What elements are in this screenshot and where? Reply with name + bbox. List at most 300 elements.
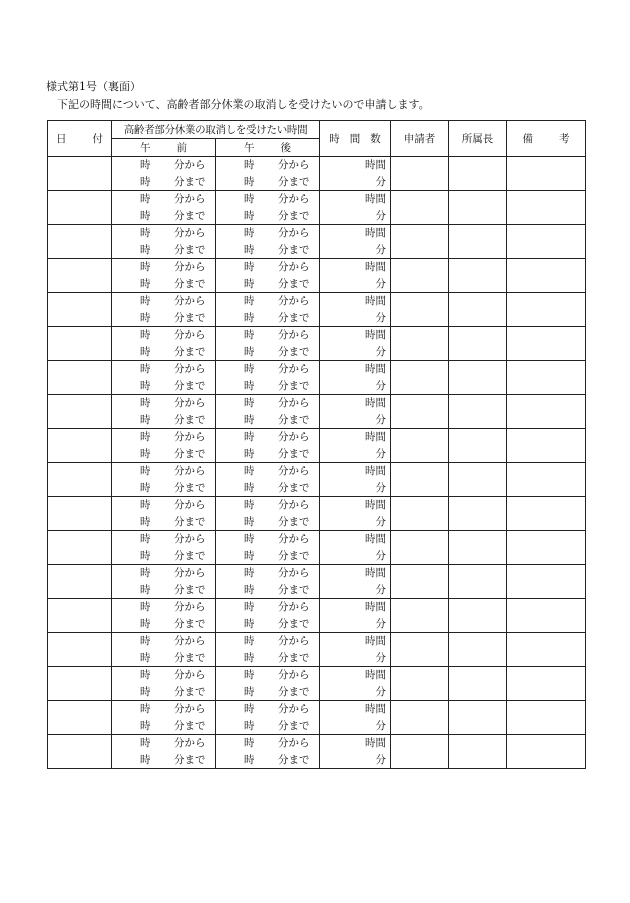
pm-to-line	[216, 242, 319, 258]
table-row	[48, 633, 586, 667]
duration-hours-label: 時間	[365, 193, 387, 205]
pm-header-1: 午	[244, 142, 255, 154]
hour-label: 時	[140, 499, 151, 511]
am-from-line	[112, 395, 215, 411]
date-cell[interactable]	[48, 327, 112, 361]
remarks-cell[interactable]	[507, 225, 586, 259]
minutes-to-label: 分まで	[278, 652, 310, 664]
minutes-to-label: 分まで	[174, 754, 206, 766]
table-row	[48, 395, 586, 429]
duration-minutes-label: 分	[375, 176, 387, 188]
duration-cell[interactable]	[320, 225, 391, 259]
pm-time-cell[interactable]	[216, 361, 320, 395]
remarks-cell[interactable]	[507, 565, 586, 599]
table-row	[48, 191, 586, 225]
pm-time-cell[interactable]	[216, 293, 320, 327]
minutes-from-label: 分から	[174, 635, 206, 647]
hour-label: 時	[140, 737, 151, 749]
remarks-cell[interactable]	[507, 157, 586, 191]
duration-cell[interactable]	[320, 327, 391, 361]
applicant-seal-cell[interactable]	[391, 531, 449, 565]
table-row	[48, 293, 586, 327]
am-from-line	[112, 667, 215, 683]
hour-label: 時	[140, 380, 151, 392]
pm-from-line	[216, 225, 319, 241]
minutes-to-label: 分まで	[278, 516, 310, 528]
minutes-from-label: 分から	[174, 567, 206, 579]
applicant-seal-cell[interactable]	[391, 463, 449, 497]
am-time-cell[interactable]	[112, 361, 216, 395]
pm-time-cell[interactable]	[216, 191, 320, 225]
remarks-header	[507, 121, 586, 157]
am-from-line	[112, 157, 215, 173]
minutes-to-label: 分まで	[174, 244, 206, 256]
duration-cell[interactable]	[320, 191, 391, 225]
duration-minutes-label: 分	[375, 346, 387, 358]
applicant-seal-cell[interactable]	[391, 599, 449, 633]
minutes-to-label: 分まで	[278, 380, 310, 392]
minutes-to-label: 分まで	[174, 380, 206, 392]
remarks-cell[interactable]	[507, 599, 586, 633]
dept-head-seal-cell[interactable]	[449, 429, 507, 463]
dept-head-seal-cell[interactable]	[449, 395, 507, 429]
am-to-line	[112, 174, 215, 190]
duration-minutes-label: 分	[375, 278, 387, 290]
applicant-seal-cell[interactable]	[391, 667, 449, 701]
dept-head-seal-cell[interactable]	[449, 293, 507, 327]
duration-hours-label: 時間	[365, 261, 387, 273]
duration-cell[interactable]	[320, 497, 391, 531]
minutes-to-label: 分まで	[278, 176, 310, 188]
duration-cell[interactable]	[320, 633, 391, 667]
minutes-from-label: 分から	[174, 363, 206, 375]
applicant-seal-cell[interactable]	[391, 565, 449, 599]
remarks-cell[interactable]	[507, 259, 586, 293]
duration-hours-label: 時間	[365, 499, 387, 511]
pm-to-line	[216, 344, 319, 360]
remarks-cell[interactable]	[507, 633, 586, 667]
duration-cell[interactable]	[320, 259, 391, 293]
minutes-from-label: 分から	[278, 601, 310, 613]
hour-label: 時	[140, 533, 151, 545]
duration-hours-label: 時間	[365, 363, 387, 375]
pm-time-cell[interactable]	[216, 735, 320, 769]
duration-cell[interactable]	[320, 531, 391, 565]
remarks-cell[interactable]	[507, 429, 586, 463]
pm-time-cell[interactable]	[216, 259, 320, 293]
hour-label: 時	[140, 448, 151, 460]
pm-from-line	[216, 599, 319, 615]
table-row	[48, 259, 586, 293]
hour-label: 時	[140, 516, 151, 528]
hour-label: 時	[244, 499, 255, 511]
am-time-cell[interactable]	[112, 293, 216, 327]
date-cell[interactable]	[48, 463, 112, 497]
pm-to-line	[216, 514, 319, 530]
am-to-line	[112, 752, 215, 768]
applicant-header: 申請者	[391, 121, 449, 157]
hour-label: 時	[244, 737, 255, 749]
minutes-to-label: 分まで	[278, 346, 310, 358]
minutes-from-label: 分から	[278, 703, 310, 715]
remarks-cell[interactable]	[507, 701, 586, 735]
duration-cell[interactable]	[320, 735, 391, 769]
pm-to-line	[216, 718, 319, 734]
table-row	[48, 531, 586, 565]
table-row	[48, 225, 586, 259]
hour-label: 時	[244, 584, 255, 596]
hour-label: 時	[140, 210, 151, 222]
duration-minutes-label: 分	[375, 244, 387, 256]
duration-cell[interactable]	[320, 701, 391, 735]
date-cell[interactable]	[48, 225, 112, 259]
applicant-seal-cell[interactable]	[391, 293, 449, 327]
duration-hours-label: 時間	[365, 397, 387, 409]
hour-label: 時	[244, 533, 255, 545]
remarks-cell[interactable]	[507, 361, 586, 395]
table-row	[48, 599, 586, 633]
minutes-to-label: 分まで	[174, 550, 206, 562]
pm-to-line	[216, 752, 319, 768]
hour-label: 時	[244, 550, 255, 562]
date-header	[48, 121, 112, 157]
am-header-1: 午	[140, 142, 151, 154]
hour-label: 時	[140, 397, 151, 409]
minutes-to-label: 分まで	[174, 448, 206, 460]
table-row	[48, 565, 586, 599]
duration-cell[interactable]	[320, 395, 391, 429]
minutes-to-label: 分まで	[174, 414, 206, 426]
minutes-from-label: 分から	[278, 193, 310, 205]
am-from-line	[112, 531, 215, 547]
date-cell[interactable]	[48, 735, 112, 769]
minutes-from-label: 分から	[278, 397, 310, 409]
pm-to-line	[216, 412, 319, 428]
minutes-from-label: 分から	[278, 499, 310, 511]
hour-label: 時	[140, 720, 151, 732]
am-time-cell[interactable]	[112, 225, 216, 259]
duration-minutes-label: 分	[375, 380, 387, 392]
minutes-from-label: 分から	[174, 431, 206, 443]
applicant-seal-cell[interactable]	[391, 429, 449, 463]
minutes-from-label: 分から	[174, 329, 206, 341]
am-to-line	[112, 582, 215, 598]
pm-time-cell[interactable]	[216, 599, 320, 633]
duration-hours-label: 時間	[365, 567, 387, 579]
am-time-cell[interactable]	[112, 735, 216, 769]
duration-minutes-label: 分	[375, 482, 387, 494]
applicant-seal-cell[interactable]	[391, 497, 449, 531]
dept-head-seal-cell[interactable]	[449, 463, 507, 497]
duration-header	[320, 121, 391, 157]
dept-head-seal-cell[interactable]	[449, 259, 507, 293]
am-time-cell[interactable]	[112, 701, 216, 735]
am-to-line	[112, 242, 215, 258]
duration-minutes-label: 分	[375, 448, 387, 460]
dept-head-seal-cell[interactable]	[449, 565, 507, 599]
pm-from-line	[216, 259, 319, 275]
am-time-cell[interactable]	[112, 667, 216, 701]
pm-from-line	[216, 701, 319, 717]
minutes-from-label: 分から	[278, 567, 310, 579]
am-from-line	[112, 565, 215, 581]
hour-label: 時	[140, 550, 151, 562]
date-cell[interactable]	[48, 259, 112, 293]
pm-to-line	[216, 684, 319, 700]
remarks-header-1: 備	[522, 133, 534, 145]
remarks-cell[interactable]	[507, 667, 586, 701]
table-row	[48, 497, 586, 531]
hour-label: 時	[244, 295, 255, 307]
hour-label: 時	[244, 363, 255, 375]
minutes-from-label: 分から	[278, 465, 310, 477]
minutes-to-label: 分まで	[174, 516, 206, 528]
minutes-from-label: 分から	[174, 533, 206, 545]
date-cell[interactable]	[48, 599, 112, 633]
minutes-to-label: 分まで	[174, 346, 206, 358]
hour-label: 時	[140, 227, 151, 239]
pm-to-line	[216, 582, 319, 598]
pm-to-line	[216, 310, 319, 326]
minutes-from-label: 分から	[278, 669, 310, 681]
date-cell[interactable]	[48, 667, 112, 701]
pm-time-cell[interactable]	[216, 429, 320, 463]
hour-label: 時	[244, 244, 255, 256]
hour-label: 時	[140, 346, 151, 358]
am-time-cell[interactable]	[112, 633, 216, 667]
hour-label: 時	[140, 618, 151, 630]
pm-from-line	[216, 157, 319, 173]
applicant-seal-cell[interactable]	[391, 327, 449, 361]
minutes-from-label: 分から	[174, 737, 206, 749]
minutes-to-label: 分まで	[174, 176, 206, 188]
minutes-to-label: 分まで	[278, 584, 310, 596]
dept-head-seal-cell[interactable]	[449, 497, 507, 531]
applicant-seal-cell[interactable]	[391, 361, 449, 395]
remarks-cell[interactable]	[507, 531, 586, 565]
date-cell[interactable]	[48, 565, 112, 599]
am-time-cell[interactable]	[112, 191, 216, 225]
minutes-from-label: 分から	[174, 227, 206, 239]
minutes-from-label: 分から	[174, 295, 206, 307]
duration-cell[interactable]	[320, 293, 391, 327]
hour-label: 時	[244, 159, 255, 171]
date-cell[interactable]	[48, 497, 112, 531]
am-time-cell[interactable]	[112, 565, 216, 599]
dept-head-seal-cell[interactable]	[449, 735, 507, 769]
pm-from-line	[216, 463, 319, 479]
hour-label: 時	[140, 482, 151, 494]
dept-head-seal-cell[interactable]	[449, 633, 507, 667]
table-row	[48, 429, 586, 463]
minutes-to-label: 分まで	[278, 210, 310, 222]
minutes-from-label: 分から	[174, 601, 206, 613]
duration-minutes-label: 分	[375, 414, 387, 426]
minutes-to-label: 分まで	[278, 720, 310, 732]
remarks-cell[interactable]	[507, 463, 586, 497]
pm-to-line	[216, 378, 319, 394]
pm-header	[216, 139, 320, 157]
hour-label: 時	[244, 618, 255, 630]
date-cell[interactable]	[48, 157, 112, 191]
pm-time-cell[interactable]	[216, 497, 320, 531]
am-time-cell[interactable]	[112, 463, 216, 497]
dept-head-seal-cell[interactable]	[449, 531, 507, 565]
application-table	[47, 120, 586, 769]
remarks-cell[interactable]	[507, 395, 586, 429]
am-from-line	[112, 599, 215, 615]
minutes-to-label: 分まで	[174, 720, 206, 732]
am-from-line	[112, 463, 215, 479]
pm-time-cell[interactable]	[216, 667, 320, 701]
am-from-line	[112, 225, 215, 241]
applicant-seal-cell[interactable]	[391, 395, 449, 429]
minutes-to-label: 分まで	[278, 312, 310, 324]
hour-label: 時	[244, 397, 255, 409]
hour-label: 時	[244, 669, 255, 681]
applicant-seal-cell[interactable]	[391, 157, 449, 191]
hour-label: 時	[140, 414, 151, 426]
am-from-line	[112, 361, 215, 377]
remarks-cell[interactable]	[507, 327, 586, 361]
duration-cell[interactable]	[320, 667, 391, 701]
applicant-seal-cell[interactable]	[391, 225, 449, 259]
hour-label: 時	[140, 465, 151, 477]
am-time-cell[interactable]	[112, 497, 216, 531]
date-cell[interactable]	[48, 361, 112, 395]
am-time-cell[interactable]	[112, 599, 216, 633]
duration-cell[interactable]	[320, 429, 391, 463]
remarks-cell[interactable]	[507, 191, 586, 225]
table-row	[48, 361, 586, 395]
remarks-cell[interactable]	[507, 497, 586, 531]
pm-to-line	[216, 548, 319, 564]
pm-time-cell[interactable]	[216, 463, 320, 497]
hour-label: 時	[244, 278, 255, 290]
date-cell[interactable]	[48, 531, 112, 565]
applicant-seal-cell[interactable]	[391, 259, 449, 293]
am-to-line	[112, 344, 215, 360]
remarks-cell[interactable]	[507, 735, 586, 769]
hour-label: 時	[244, 431, 255, 443]
pm-from-line	[216, 667, 319, 683]
hour-label: 時	[244, 686, 255, 698]
minutes-from-label: 分から	[278, 363, 310, 375]
pm-time-cell[interactable]	[216, 531, 320, 565]
date-cell[interactable]	[48, 293, 112, 327]
duration-hours-label: 時間	[365, 703, 387, 715]
hour-label: 時	[244, 329, 255, 341]
am-header	[112, 139, 216, 157]
table-row	[48, 463, 586, 497]
pm-time-cell[interactable]	[216, 157, 320, 191]
applicant-seal-cell[interactable]	[391, 633, 449, 667]
am-to-line	[112, 480, 215, 496]
am-from-line	[112, 735, 215, 751]
applicant-seal-cell[interactable]	[391, 191, 449, 225]
minutes-from-label: 分から	[174, 159, 206, 171]
hour-label: 時	[140, 652, 151, 664]
duration-hours-label: 時間	[365, 465, 387, 477]
dept-head-seal-cell[interactable]	[449, 191, 507, 225]
duration-cell[interactable]	[320, 599, 391, 633]
am-time-cell[interactable]	[112, 327, 216, 361]
hour-label: 時	[140, 567, 151, 579]
duration-minutes-label: 分	[375, 686, 387, 698]
minutes-to-label: 分まで	[278, 754, 310, 766]
date-cell[interactable]	[48, 429, 112, 463]
am-time-cell[interactable]	[112, 259, 216, 293]
pm-time-cell[interactable]	[216, 633, 320, 667]
date-cell[interactable]	[48, 191, 112, 225]
minutes-to-label: 分まで	[174, 482, 206, 494]
dept-head-seal-cell[interactable]	[449, 599, 507, 633]
dept-head-seal-cell[interactable]	[449, 667, 507, 701]
hour-label: 時	[140, 278, 151, 290]
duration-hours-label: 時間	[365, 159, 387, 171]
date-header-1: 日	[56, 133, 67, 145]
hour-label: 時	[244, 754, 255, 766]
hour-label: 時	[140, 754, 151, 766]
pm-time-cell[interactable]	[216, 565, 320, 599]
date-cell[interactable]	[48, 395, 112, 429]
dept-head-seal-cell[interactable]	[449, 225, 507, 259]
hour-label: 時	[244, 720, 255, 732]
pm-time-cell[interactable]	[216, 701, 320, 735]
minutes-from-label: 分から	[278, 431, 310, 443]
dept-head-seal-cell[interactable]	[449, 157, 507, 191]
minutes-to-label: 分まで	[278, 278, 310, 290]
pm-from-line	[216, 497, 319, 513]
date-cell[interactable]	[48, 633, 112, 667]
pm-time-cell[interactable]	[216, 327, 320, 361]
pm-from-line	[216, 395, 319, 411]
hour-label: 時	[244, 261, 255, 273]
am-time-cell[interactable]	[112, 395, 216, 429]
am-time-cell[interactable]	[112, 157, 216, 191]
duration-cell[interactable]	[320, 361, 391, 395]
duration-minutes-label: 分	[375, 550, 387, 562]
applicant-seal-cell[interactable]	[391, 735, 449, 769]
pm-from-line	[216, 327, 319, 343]
remarks-cell[interactable]	[507, 293, 586, 327]
duration-cell[interactable]	[320, 565, 391, 599]
minutes-to-label: 分まで	[278, 448, 310, 460]
duration-cell[interactable]	[320, 463, 391, 497]
minutes-to-label: 分まで	[174, 312, 206, 324]
dept-head-header: 所属長	[449, 121, 507, 157]
am-time-cell[interactable]	[112, 429, 216, 463]
duration-hours-label: 時間	[365, 601, 387, 613]
pm-time-cell[interactable]	[216, 395, 320, 429]
duration-hours-label: 時間	[365, 669, 387, 681]
am-time-cell[interactable]	[112, 531, 216, 565]
dept-head-seal-cell[interactable]	[449, 361, 507, 395]
applicant-seal-cell[interactable]	[391, 701, 449, 735]
dept-head-seal-cell[interactable]	[449, 327, 507, 361]
date-cell[interactable]	[48, 701, 112, 735]
pm-to-line	[216, 276, 319, 292]
dept-head-seal-cell[interactable]	[449, 701, 507, 735]
minutes-from-label: 分から	[278, 159, 310, 171]
table-row	[48, 157, 586, 191]
pm-time-cell[interactable]	[216, 225, 320, 259]
duration-cell[interactable]	[320, 157, 391, 191]
am-from-line	[112, 701, 215, 717]
am-from-line	[112, 429, 215, 445]
duration-hours-label: 時間	[365, 329, 387, 341]
minutes-from-label: 分から	[278, 329, 310, 341]
